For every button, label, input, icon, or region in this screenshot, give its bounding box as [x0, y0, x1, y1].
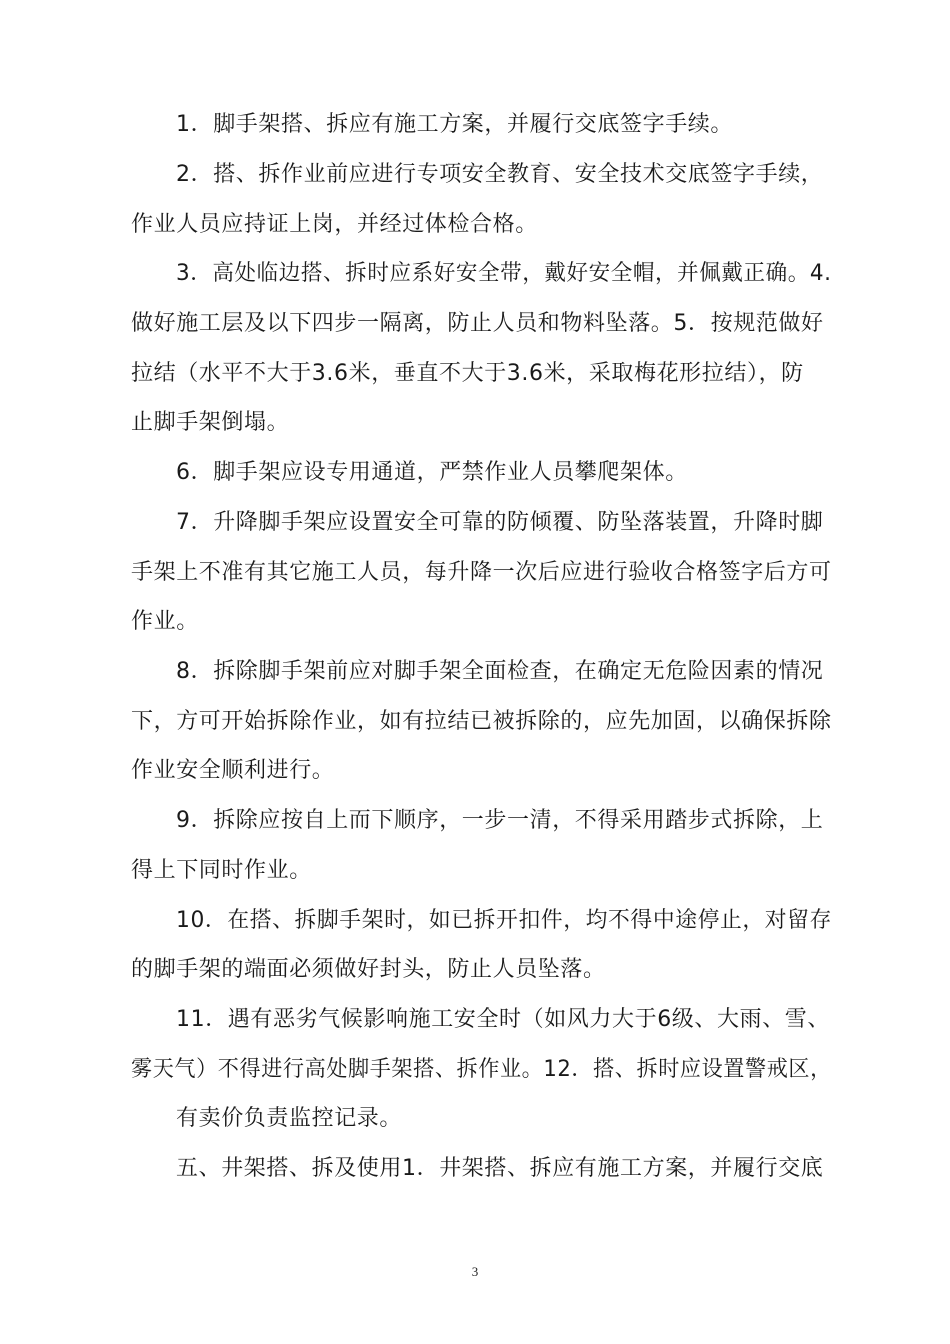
text-line: 6．脚手架应设专用通道，严禁作业人员攀爬架体。 [176, 460, 688, 485]
text-line: 1．脚手架搭、拆应有施工方案，并履行交底签字手续。 [176, 112, 733, 137]
text-line: 有卖价负责监控记录。 [176, 1106, 403, 1131]
text-line: 7．升降脚手架应设置安全可靠的防倾覆、防坠落装置，升降时脚 [176, 510, 824, 535]
text-line: 11．遇有恶劣气候影响施工安全时（如风力大于6级、大雨、雪、 [176, 1007, 830, 1032]
text-line: 止脚手架倒塌。 [131, 410, 290, 435]
text-line: 8．拆除脚手架前应对脚手架全面检查，在确定无危险因素的情况 [176, 659, 824, 684]
text-line: 3．高处临边搭、拆时应系好安全带，戴好安全帽，并佩戴正确。4. [176, 261, 832, 286]
text-line: 手架上不准有其它施工人员，每升降一次后应进行验收合格签字后方可 [131, 560, 832, 585]
text-line: 下，方可开始拆除作业，如有拉结已被拆除的，应先加固，以确保拆除 [131, 709, 832, 734]
text-line: 作业。 [131, 609, 199, 634]
text-line: 雾天气）不得进行高处脚手架搭、拆作业。12．搭、拆时应设置警戒区， [131, 1057, 832, 1082]
text-line: 作业人员应持证上岗，并经过体检合格。 [131, 212, 538, 237]
text-line: 五、井架搭、拆及使用1．井架搭、拆应有施工方案，并履行交底 [176, 1156, 824, 1181]
text-line: 得上下同时作业。 [131, 858, 312, 883]
page-number: 3 [471, 1264, 479, 1279]
text-line: 做好施工层及以下四步一隔离，防止人员和物料坠落。5．按规范做好 [131, 311, 824, 336]
text-line: 10．在搭、拆脚手架时，如已拆开扣件，均不得中途停止，对留存 [176, 908, 832, 933]
text-line: 拉结（水平不大于3.6米，垂直不大于3.6米，采取梅花形拉结），防 [131, 361, 804, 386]
text-line: 9．拆除应按自上而下顺序，一步一清，不得采用踏步式拆除，上 [176, 808, 824, 833]
text-line: 的脚手架的端面必须做好封头，防止人员坠落。 [131, 957, 606, 982]
text-line: 2．搭、拆作业前应进行专项安全教育、安全技术交底签字手续， [176, 162, 824, 187]
text-line: 作业安全顺利进行。 [131, 758, 335, 783]
